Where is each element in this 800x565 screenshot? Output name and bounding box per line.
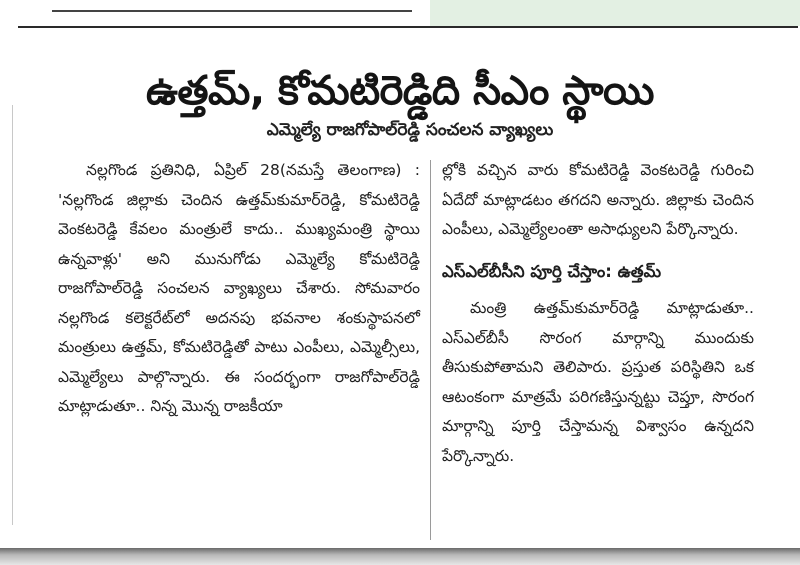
article-paragraph: మంత్రి ఉత్తమ్‌కుమార్‌రెడ్డి మాట్లాడుతూ.. ఎస్‌ఎల్‌బీసీ సొరంగ మార్గాన్ని ముందుకు తీసుకుపోతామని తెలిపారు. ప్రస్తుత పరిస్థితిని ఒక ఆటంకంగా మాత్రమే పరిగణిస్తున్నట్టు చెప్తూ, సొరంగ మార్గాన్ని పూర్తి చేస్తామన్న విశ్వాసం ఉన్నదని పేర్కొన్నారు. xyxy=(442,299,754,465)
previous-article-fragment xyxy=(52,0,412,12)
subheadline: ఎమ్మెల్యే రాజగోపాల్‌రెడ్డి సంచలన వ్యాఖ్యలు xyxy=(266,120,554,140)
top-rule xyxy=(18,26,798,28)
adjacent-green-panel xyxy=(430,0,800,26)
headline: ఉత్తమ్‌, కోమటిరెడ్డిది సీఎం స్థాయి xyxy=(146,67,654,114)
section-subhead: ఎస్‌ఎల్‌బీసీని పూర్తి చేస్తాం: ఉత్తమ్‌ xyxy=(442,261,662,281)
left-frame-edge xyxy=(0,105,13,525)
article-column-left xyxy=(58,156,420,422)
article-paragraph: నల్లగొండ ప్రతినిధి, ఏప్రిల్‌ 28(నమస్తే తెలంగాణ) : 'నల్లగొండ జిల్లాకు చెందిన ఉత్తమ్‌కుమార్‌రెడ్డి, కోమటిరెడ్డి వెంకటరెడ్డి కేవలం మంత్రులే కాదు.. ముఖ్యమంత్రి స్థాయి ఉన్నవాళ్లు' అని మునుగోడు ఎమ్మెల్యే కోమటిరెడ్డి రాజగోపాల్‌రెడ్డి సంచలన వ్యాఖ్యలు చేశారు. సోమవారం నల్లగొండ కలెక్టరేట్‌లో అదనపు భవనాల శంకుస్థాపనలో మంత్రులు ఉత్తమ్‌, కోమటిరెడ్డితో పాటు ఎంపీలు, ఎమ్మెల్సీలు, ఎమ్మెల్యేలు పాల్గొన్నారు. ఈ సందర్భంగా రాజగోపాల్‌రెడ్డి మాట్లాడుతూ.. నిన్న మొన్న రాజకీయా xyxy=(58,161,420,415)
article-paragraph-continued: ల్లోకి వచ్చిన వారు కోమటిరెడ్డి వెంకటరెడ్డి గురించి ఏదేదో మాట్లాడటం తగదని అన్నారు. జిల్లాకు చెందిన ఎంపీలు, ఎమ్మెల్యేలంతా అసాధ్యులని పేర్కొన్నారు. xyxy=(442,161,754,238)
column-divider xyxy=(430,160,431,540)
article-column-right xyxy=(442,156,754,471)
top-strip xyxy=(0,0,800,28)
bottom-edge-band xyxy=(0,548,800,565)
